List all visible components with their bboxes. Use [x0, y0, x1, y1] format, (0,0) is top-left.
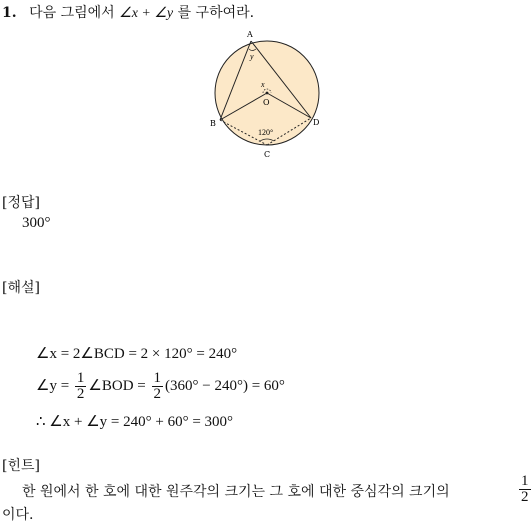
label-o: O — [263, 98, 270, 107]
line2-part-b: ∠BOD = — [88, 377, 146, 394]
hint-fraction-den: 2 — [521, 489, 529, 505]
question-text-before: 다음 그림에서 — [29, 5, 115, 21]
line2-fraction-1 — [75, 371, 87, 402]
explanation-line-3: ∴ ∠x + ∠y = 240° + 60° = 300° — [36, 414, 234, 430]
question-text-after: 를 구하여라. — [177, 5, 255, 21]
label-angle-y: y — [250, 52, 254, 61]
label-d: D — [313, 118, 320, 127]
circle-figure — [205, 27, 330, 162]
answer-value: 300° — [22, 215, 51, 231]
question-line — [2, 2, 254, 22]
line2-fraction-2-den: 2 — [153, 386, 161, 402]
explanation-line-1: ∠x = 2∠BCD = 2 × 120° = 240° — [36, 346, 238, 362]
label-a: A — [247, 30, 253, 39]
hint-heading: [힌트] — [2, 458, 40, 474]
hint-tail: 이다. — [2, 507, 34, 523]
question-expression: ∠x + ∠y — [119, 6, 174, 21]
line2-part-a: ∠y = — [36, 377, 70, 394]
line2-part-c: (360° − 240°) = 60° — [165, 377, 285, 394]
line2-fraction-2 — [152, 371, 164, 402]
line2-fraction-2-num: 1 — [153, 370, 161, 386]
answer-heading: [정답] — [2, 195, 40, 211]
explanation-heading: [해설] — [2, 280, 40, 296]
center-point — [266, 92, 269, 95]
hint-text: 한 원에서 한 호에 대한 원주각의 크기는 그 호에 대한 중심각의 크기의 — [22, 484, 450, 500]
label-c: C — [264, 150, 271, 159]
label-angle-c: 120° — [258, 128, 274, 137]
label-b: B — [210, 119, 216, 128]
line2-fraction-1-den: 2 — [76, 386, 85, 402]
hint-fraction-num: 1 — [521, 473, 529, 489]
question-number: 1. — [2, 5, 17, 21]
line2-fraction-1-num: 1 — [76, 370, 85, 386]
explanation-line-2 — [36, 371, 285, 402]
hint-fraction — [517, 474, 532, 505]
label-angle-x: x — [261, 80, 265, 89]
